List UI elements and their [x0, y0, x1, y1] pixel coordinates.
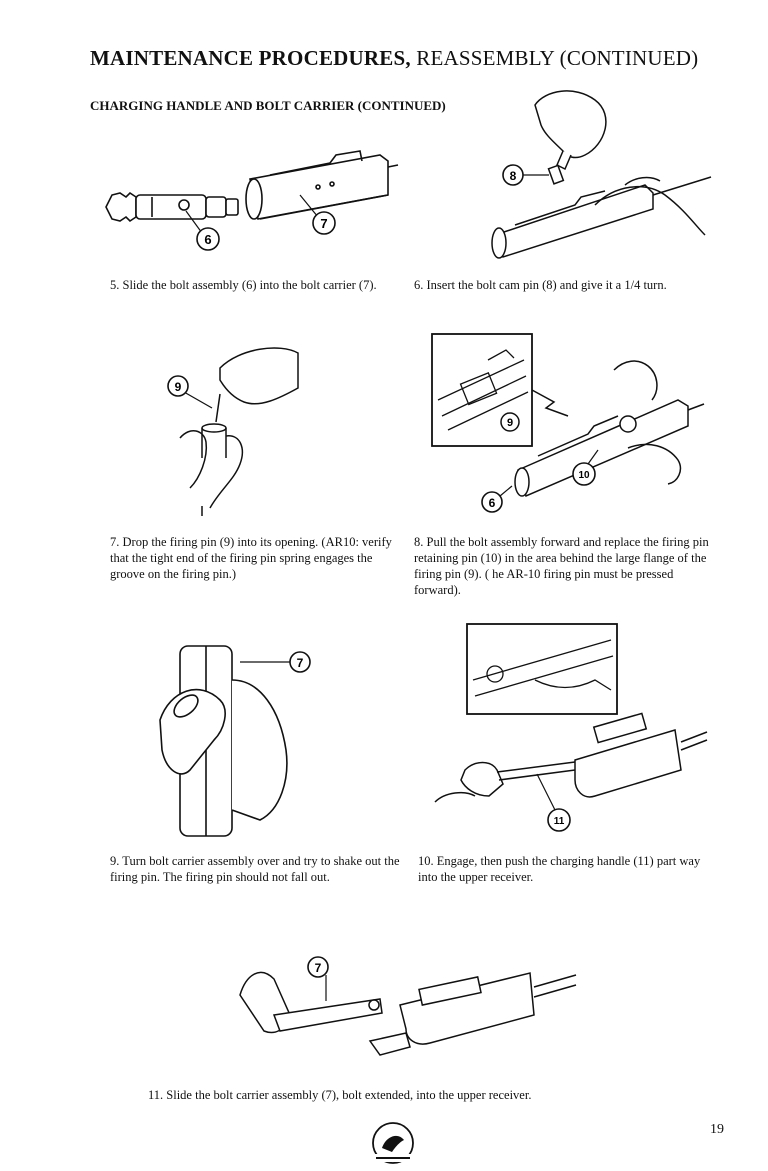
callout-7: 7	[320, 216, 328, 231]
callout-7-fig9: 7	[296, 656, 304, 670]
figure-step-10	[425, 620, 710, 840]
callout-10: 10	[578, 470, 590, 481]
step-5-text: 5. Slide the bolt assembly (6) into the bolt carrier (7).	[110, 278, 377, 292]
step-11-text: 11. Slide the bolt carrier assembly (7), bolt extended, into the upper receiver.	[148, 1088, 532, 1102]
step-8-text: 8. Pull the bolt assembly forward and replace the firing pin retaining pin (10) in the area behind the large flange of the firing pin (9). ( he AR-10 firing pin must be pressed forward).	[414, 535, 709, 597]
title-rest: REASSEMBLY (CONTINUED)	[416, 46, 699, 70]
step-10-text: 10. Engage, then push the charging handle (11) part way into the upper receiver.	[418, 854, 701, 884]
page-title	[90, 46, 698, 71]
figure-step-8	[428, 330, 708, 520]
figure-step-11	[230, 935, 580, 1075]
step-7-text: 7. Drop the firing pin (9) into its opening. (AR10: verify that the tight end of the firing pin spring engages the groove on the firing pin.)	[110, 535, 392, 581]
callout-9-inset: 9	[506, 417, 514, 429]
figure-step-7	[160, 338, 320, 518]
figure-step-9	[150, 640, 330, 845]
section-subtitle: CHARGING HANDLE AND BOLT CARRIER (CONTINUED)	[90, 98, 446, 113]
publisher-logo	[368, 1120, 418, 1171]
figure-step-6	[475, 85, 715, 260]
title-bold: MAINTENANCE PROCEDURES,	[90, 46, 411, 70]
callout-7-fig11: 7	[314, 961, 322, 975]
callout-11: 11	[553, 816, 565, 827]
callout-9: 9	[174, 380, 182, 394]
step-6-text: 6. Insert the bolt cam pin (8) and give it a 1/4 turn.	[414, 278, 667, 292]
figure-step-5	[100, 135, 400, 255]
page-number: 19	[710, 1122, 724, 1137]
callout-6: 6	[204, 232, 212, 247]
step-9-text: 9. Turn bolt carrier assembly over and try to shake out the firing pin. The firing pin should not fall out.	[110, 854, 400, 884]
callout-6-fig8: 6	[488, 496, 496, 510]
callout-8: 8	[509, 169, 517, 183]
